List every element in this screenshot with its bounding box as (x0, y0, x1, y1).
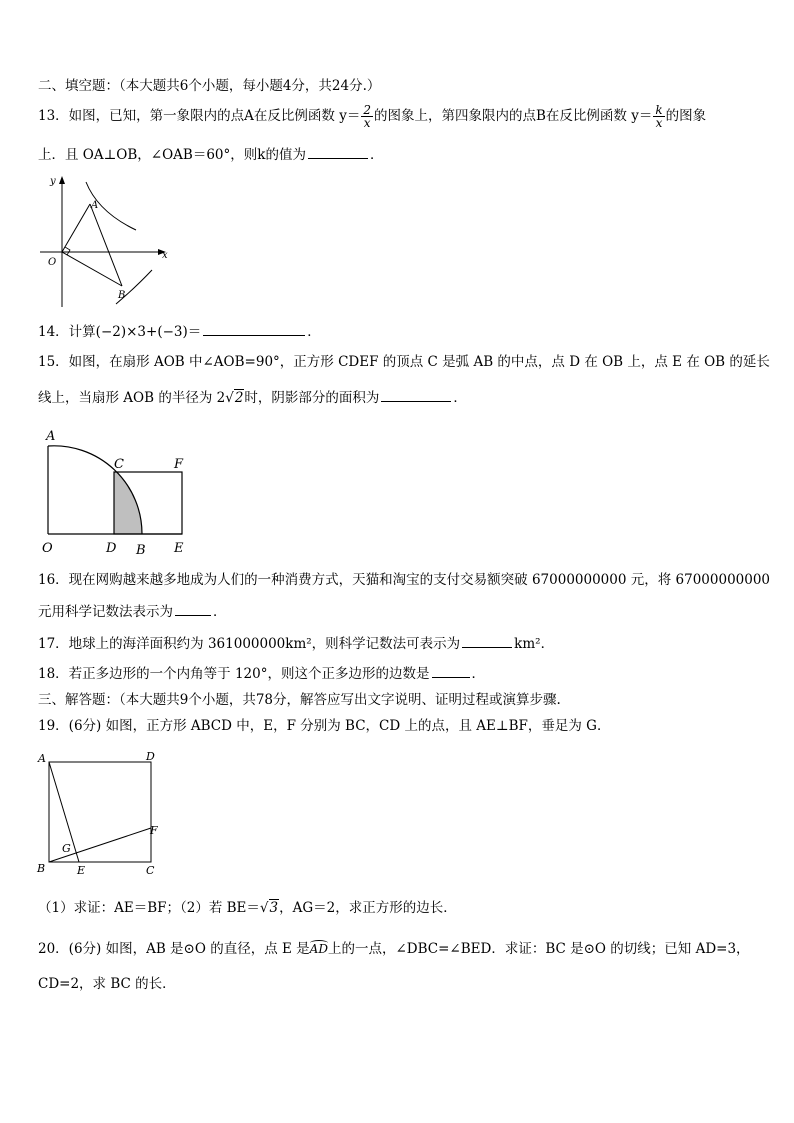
q15-text-3: ． (453, 390, 467, 406)
q19-label-F: F (150, 824, 158, 837)
q13-text-2: 的图象上，第四象限内的点B在反比例函数 y＝ (374, 108, 653, 124)
q19-sqrt-radicand: 3 (269, 900, 279, 916)
q19-text-1: （1）求证：AE＝BF；（2）若 BE＝ (38, 900, 260, 916)
q19-label-G: G (62, 842, 71, 855)
question-14 (38, 325, 764, 340)
q13-label-y: y (50, 176, 56, 187)
q13-figure (36, 172, 176, 312)
q19-label-D: D (146, 750, 155, 763)
question-16-line-2 (38, 605, 764, 620)
q17-text-1: 17．地球上的海洋面积约为 361000000km²，则科学记数法可表示为 (38, 636, 461, 652)
question-18 (38, 667, 764, 682)
q17-answer-blank (462, 637, 512, 648)
q15-label-F: F (174, 457, 184, 472)
q15-label-A: A (46, 429, 56, 444)
q16-answer-blank (175, 605, 211, 616)
q13-text-4: 上．且 OA⊥OB，∠OAB＝60°，则k的值为 (38, 147, 306, 163)
q15-label-O: O (42, 541, 53, 556)
q19-text-2: ，AG＝2，求正方形的边长． (279, 900, 457, 916)
q19-label-E: E (77, 864, 86, 877)
q13-label-B: B (118, 290, 126, 301)
q15-label-C: C (114, 457, 124, 472)
q20-text-1: 20．(6分) 如图，AB 是⊙O 的直径，点 E 是 (38, 941, 310, 957)
q15-sqrt: √2 (225, 390, 244, 406)
q19-sqrt: √3 (259, 900, 279, 916)
question-19-subparts (38, 902, 764, 916)
q13-segment-OB (62, 252, 122, 286)
q14-answer-blank (203, 325, 305, 336)
q13-label-x: x (162, 250, 168, 261)
q14-text-1: 14．计算(−2)×3+(−3)＝ (38, 324, 202, 340)
q13-fraction-2 (653, 104, 664, 129)
question-20-line-2: CD=2，求 BC 的长． (38, 976, 176, 992)
q13-frac1-denominator: x (363, 116, 371, 130)
section-2-heading: 二、填空题：（本大题共6个小题，每小题4分，共24分.） (38, 78, 381, 94)
q20-arc-symbol: AD (309, 942, 328, 956)
question-17 (38, 637, 764, 652)
q13-text-3: 的图象 (665, 108, 707, 124)
question-19: 19．(6分) 如图，正方形 ABCD 中，E，F 分别为 BC，CD 上的点，且 AE⊥BF，垂足为 G． (38, 718, 611, 734)
q18-text-2: ． (471, 666, 485, 682)
q13-label-O: O (48, 257, 57, 268)
q15-label-B: B (136, 543, 146, 558)
q13-answer-blank (308, 148, 368, 159)
q19-label-C: C (146, 864, 155, 877)
q13-frac2-denominator: x (655, 116, 663, 130)
q15-label-D: D (106, 541, 117, 556)
q19-label-A: A (38, 752, 46, 765)
q18-text-1: 18．若正多边形的一个内角等于 120°，则这个正多边形的边数是 (38, 666, 430, 682)
q13-text-5: ． (369, 147, 384, 163)
q13-label-A: A (91, 200, 99, 211)
q15-figure (36, 424, 196, 559)
q19-figure (34, 748, 169, 880)
q15-sqrt-radicand: 2 (234, 390, 244, 406)
q18-answer-blank (432, 667, 470, 678)
question-16-line-1: 16．现在网购越来越多地成为人们的一种消费方式，天猫和淘宝的支付交易额突破 67000000000 元，将 67000000000 (38, 572, 771, 588)
section-3-heading: 三、解答题：（本大题共9个小题，共78分，解答应写出文字说明、证明过程或演算步骤. (38, 692, 561, 708)
q15-text-1: 线上，当扇形 AOB 的半径为 2 (38, 390, 226, 406)
q20-text-2: 上的一点，∠DBC=∠BED．求证：BC 是⊙O 的切线；已知 AD=3， (327, 941, 750, 957)
q15-label-E: E (174, 541, 184, 556)
q13-y-arrow-icon (59, 176, 65, 184)
question-15-line-2 (38, 391, 764, 406)
question-13-line-1 (38, 103, 764, 129)
q15-answer-blank (381, 391, 451, 402)
question-20-line-1 (38, 943, 764, 957)
q19-label-B: B (37, 862, 46, 875)
q15-text-2: 时，阴影部分的面积为 (244, 390, 380, 406)
q14-text-2: ． (307, 324, 321, 340)
question-15-line-1: 15．如图，在扇形 AOB 中∠AOB=90°，正方形 CDEF 的顶点 C 是弧 AB 的中点，点 D 在 OB 上，点 E 在 OB 的延长 (38, 354, 770, 370)
q15-shaded-region (114, 472, 142, 534)
q13-segment-OA (62, 204, 90, 252)
q17-text-2: km²． (514, 636, 555, 652)
q13-fraction-1 (361, 104, 373, 129)
q13-segment-AB (90, 204, 122, 286)
q16-text-2: ． (213, 604, 227, 620)
q13-frac2-numerator: k (655, 103, 663, 117)
q16-text-1: 元用科学记数法表示为 (38, 604, 173, 620)
q13-text-1: 13．如图，已知，第一象限内的点A在反比例函数 y＝ (38, 108, 361, 124)
question-13-line-2 (38, 148, 764, 163)
q13-frac1-numerator: 2 (363, 103, 371, 117)
